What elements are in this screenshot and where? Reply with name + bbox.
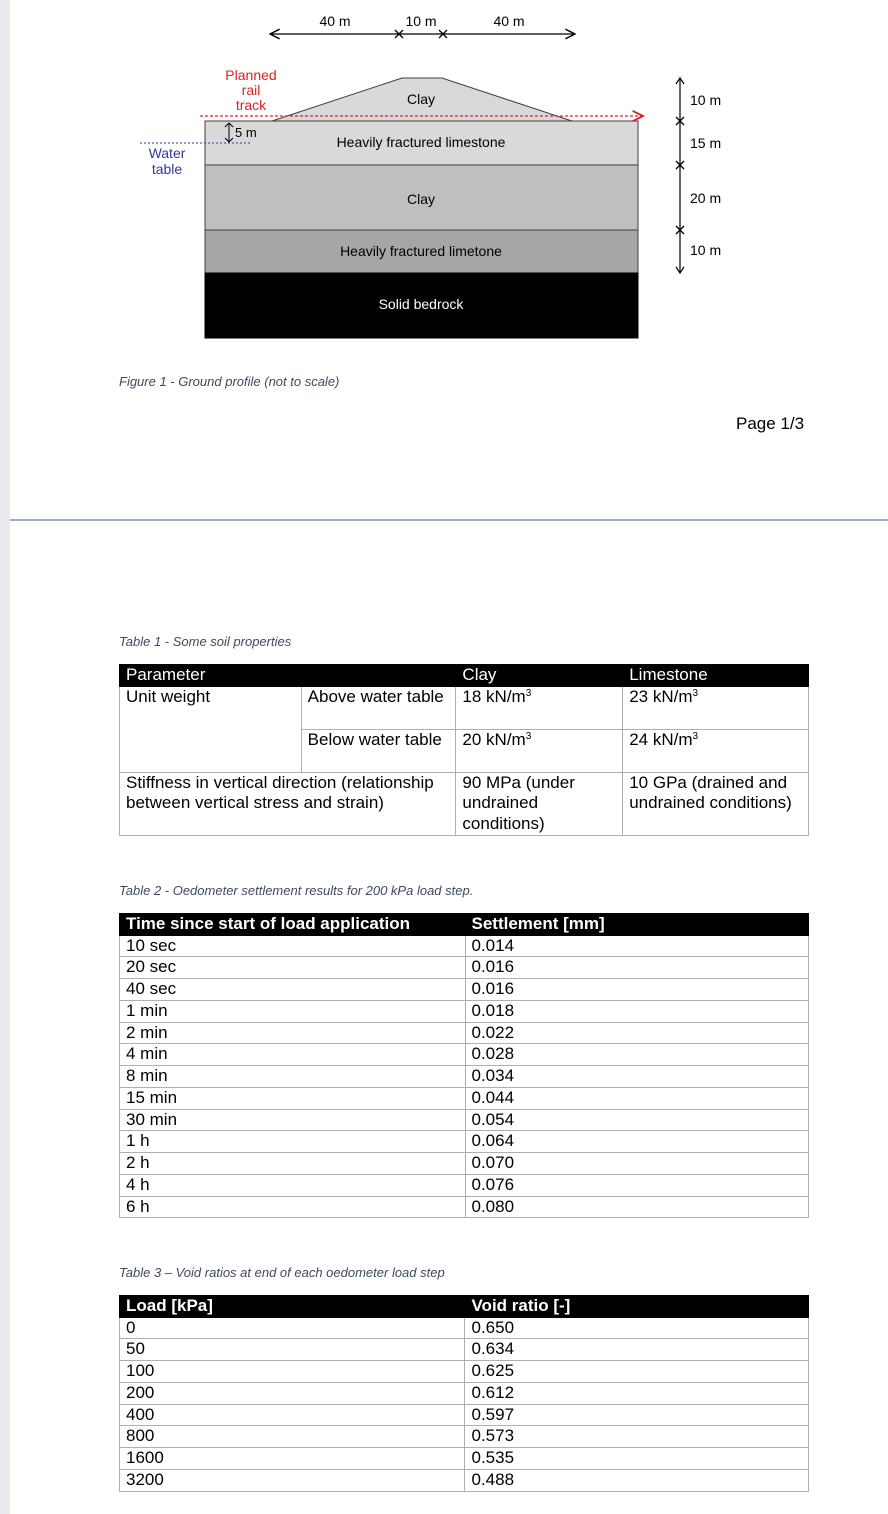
table-row [120,1087,809,1109]
table-cell-value: 0.034 [465,1066,809,1088]
table-row [120,1469,809,1491]
dim-label-right: 40 m [493,13,525,29]
label-limestone-upper: Heavily fractured limestone [336,134,506,150]
table-row [120,1000,809,1022]
table-cell-label: 6 h [120,1196,466,1218]
stiffness-label: Stiffness in vertical direction (relationship between vertical stress and strain) [120,772,456,835]
table-cell-value: 0.650 [465,1317,809,1339]
table-cell-value: 0.054 [465,1109,809,1131]
label-solid-bedrock: Solid bedrock [378,296,464,312]
table-cell-value: 0.018 [465,1000,809,1022]
table-cell-label: 1 min [120,1000,466,1022]
figure1-caption: Figure 1 - Ground profile (not to scale) [119,374,340,389]
below-water-table-label: Below water table [301,729,456,772]
side-dim-label-1: 10 m [690,92,722,108]
table-cell-label: 40 sec [120,979,466,1001]
table-row [120,1131,809,1153]
table-cell-value: 0.625 [465,1361,809,1383]
clay-above-value: 18 $kN/m^3$ [456,686,623,729]
side-dim-label-2: 15 m [690,135,722,151]
settlement-table-body [120,935,809,1218]
table-row [120,1022,809,1044]
table-cell-label: 800 [120,1426,465,1448]
table-header-row [120,1296,809,1318]
table-row [120,1382,809,1404]
label-clay-embankment: Clay [406,91,436,107]
void-ratio-table-body [120,1317,809,1491]
table-cell-value: 0.612 [465,1382,809,1404]
dim-label-middle: 10 m [405,13,437,29]
water-label-line1: Water [148,145,186,161]
table-row [120,1109,809,1131]
table-cell-value: 0.573 [465,1426,809,1448]
header-load: Load [kPa] [120,1296,465,1318]
table-row [120,1339,809,1361]
table-cell-value: 0.488 [465,1469,809,1491]
dim-label-left: 40 m [319,13,351,29]
table-row [120,957,809,979]
table-cell-value: 0.076 [465,1174,809,1196]
table-row [120,1361,809,1383]
table-row [120,1044,809,1066]
clay-stiffness-value: 90 MPa (under undrained conditions) [456,772,623,835]
table-cell-label: 10 sec [120,935,466,957]
unit-weight-label: Unit weight [120,686,302,772]
table-cell-label: 50 [120,1339,465,1361]
label-clay-lower: Clay [406,191,436,207]
table-row [120,935,809,957]
table-cell-label: 2 h [120,1153,466,1175]
table-cell-label: 400 [120,1404,465,1426]
header-parameter: Parameter [120,665,456,687]
side-dim-label-4: 10 m [690,242,722,258]
table-cell-label: 30 min [120,1109,466,1131]
table-cell-value: 0.064 [465,1131,809,1153]
table-row [120,772,809,835]
water-label-line2: table [151,161,183,177]
table-cell-value: 0.070 [465,1153,809,1175]
table-cell-label: 2 min [120,1022,466,1044]
table-cell-value: 0.016 [465,957,809,979]
soil-properties-table [119,664,809,836]
table-cell-label: 4 min [120,1044,466,1066]
header-time: Time since start of load application [120,914,466,936]
table-row [120,1317,809,1339]
limestone-above-value: 23 $kN/m^3$ [623,686,809,729]
top-dimension-line [270,13,575,38]
limestone-stiffness-value: 10 GPa (drained and undrained conditions) [623,772,809,835]
table-row [120,1174,809,1196]
table-row [120,1196,809,1218]
table-header-row [120,665,809,687]
table-cell-label: 200 [120,1382,465,1404]
table-cell-value: 0.022 [465,1022,809,1044]
table-header-row [120,914,809,936]
table-cell-value: 0.535 [465,1448,809,1470]
table-cell-label: 3200 [120,1469,465,1491]
rail-label-line2: rail [241,82,261,98]
header-limestone: Limestone [623,665,809,687]
table3-caption: Table 3 – Void ratios at end of each oedometer load step [119,1265,445,1280]
page-number: Page 1/3 [736,414,805,433]
table-cell-label: 8 min [120,1066,466,1088]
table-cell-value: 0.634 [465,1339,809,1361]
table-cell-value: 0.028 [465,1044,809,1066]
settlement-table [119,913,809,1218]
table2-caption: Table 2 - Oedometer settlement results for 200 kPa load step. [119,883,474,898]
table-cell-label: 0 [120,1317,465,1339]
table-row [120,1426,809,1448]
table-row [120,1066,809,1088]
table-cell-value: 0.044 [465,1087,809,1109]
table-cell-value: 0.014 [465,935,809,957]
void-ratio-table [119,1295,809,1492]
table-cell-label: 15 min [120,1087,466,1109]
table-cell-label: 1 h [120,1131,466,1153]
ground-profile-diagram [0,0,888,400]
label-limestone-lower: Heavily fractured limetone [340,243,502,259]
above-water-table-label: Above water table [301,686,456,729]
table-cell-value: 0.597 [465,1404,809,1426]
table-cell-label: 20 sec [120,957,466,979]
header-settlement: Settlement [mm] [465,914,809,936]
table-cell-label: 1600 [120,1448,465,1470]
table-cell-value: 0.016 [465,979,809,1001]
side-dimension-line [676,78,721,273]
table-cell-label: 100 [120,1361,465,1383]
header-clay: Clay [456,665,623,687]
table-row [120,1404,809,1426]
table-row [120,686,809,729]
side-dim-label-3: 20 m [690,190,722,206]
table-cell-value: 0.080 [465,1196,809,1218]
header-void-ratio: Void ratio [-] [465,1296,809,1318]
rail-label-line3: track [235,97,267,113]
table1-caption: Table 1 - Some soil properties [119,634,292,649]
table-cell-label: 4 h [120,1174,466,1196]
table-row [120,979,809,1001]
limestone-below-value: 24 $kN/m^3$ [623,729,809,772]
clay-below-value: 20 $kN/m^3$ [456,729,623,772]
depth-5m-label: 5 m [235,125,257,140]
table-row [120,1153,809,1175]
rail-label-line1: Planned [225,67,277,83]
table-row [120,1448,809,1470]
